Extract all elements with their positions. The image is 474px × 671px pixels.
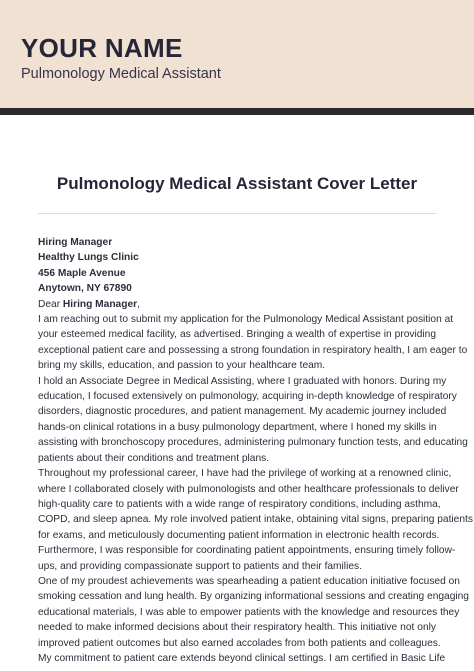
paragraph-line: your esteemed medical facility, as advertised. Bringing a wealth of expertise in providing	[38, 329, 436, 341]
paragraph	[38, 312, 468, 374]
letter-paragraphs	[38, 312, 473, 666]
paragraph-line: assisting with bronchoscopy procedures, administering pulmonary function tests, and educating	[38, 437, 468, 449]
salutation-prefix: Dear	[38, 298, 63, 310]
document-title: Pulmonology Medical Assistant Cover Letter	[56, 174, 418, 193]
recipient-organization: Healthy Lungs Clinic	[38, 252, 139, 264]
paragraph-line: smoking cessation and lung health. By organizing informational sessions and creating engaging	[38, 591, 469, 603]
paragraph	[38, 374, 468, 466]
paragraph-line: My commitment to patient care extends beyond clinical settings. I am certified in Basic Life	[38, 652, 446, 664]
recipient-city: Anytown, NY 67890	[38, 283, 132, 295]
paragraph-line: improved patient outcomes but also earned accolades from both patients and colleagues.	[38, 637, 441, 649]
paragraph-line: high-quality care to patients with a wide range of respiratory conditions, including asthma,	[38, 498, 441, 510]
paragraph-line: COPD, and sleep apnea. My role involved patient intake, obtaining vital signs, preparing patients	[38, 514, 473, 526]
paragraph	[38, 574, 469, 651]
paragraph-line: Throughout my professional career, I have had the privilege of working at a renowned clinic,	[38, 468, 452, 480]
paragraph-line: Furthermore, I was responsible for coordinating patient appointments, ensuring timely follow-	[38, 545, 456, 557]
letter-body	[38, 235, 473, 666]
paragraph-line: for exams, and meticulously documenting patient information in electronic health records.	[38, 529, 440, 541]
salutation-addressee: Hiring Manager	[62, 298, 138, 310]
salutation-suffix: ,	[137, 298, 140, 310]
header-divider	[0, 108, 474, 115]
recipient-street: 456 Maple Avenue	[38, 267, 126, 279]
paragraph	[38, 651, 446, 666]
paragraph-line: patients about their conditions and treatment plans.	[38, 452, 270, 464]
paragraph-line: disorders, diagnostic procedures, and patient management. My academic journey included	[38, 406, 447, 418]
paragraph-line: where I collaborated closely with pulmonologists and other healthcare professionals to deliver	[38, 483, 459, 495]
applicant-role: Pulmonology Medical Assistant	[21, 66, 221, 82]
paragraph-line: ups, and providing compassionate support to patients and their families.	[38, 560, 362, 572]
applicant-name: YOUR NAME	[21, 33, 183, 63]
paragraph-line: bring my skills, education, and passion to your healthcare team.	[38, 360, 326, 372]
header-banner	[0, 0, 474, 108]
paragraph	[38, 466, 473, 574]
salutation	[38, 297, 436, 312]
title-divider	[38, 213, 436, 214]
paragraph-line: educational materials, I was able to empower patients with the knowledge and resources they	[38, 606, 460, 618]
paragraph-line: education, I focused extensively on pulmonology, acquiring in-depth knowledge of respiratory	[38, 391, 457, 403]
paragraph-line: I hold an Associate Degree in Medical Assisting, where I graduated with honors. During my	[38, 375, 447, 387]
paragraph-line: I am reaching out to submit my application for the Pulmonology Medical Assistant position at	[38, 314, 454, 326]
paragraph-line: One of my proudest achievements was spearheading a patient education initiative focused on	[38, 575, 460, 587]
paragraph-line: hands-on clinical rotations in a busy pulmonology department, where I honed my skills in	[38, 421, 437, 433]
paragraph-line: exceptional patient care and possessing a strong foundation in respiratory health, I am eager to	[38, 344, 468, 356]
recipient-name: Hiring Manager	[38, 237, 113, 248]
paragraph-line: needed to make informed decisions about their respiratory health. This initiative not only	[38, 622, 436, 634]
